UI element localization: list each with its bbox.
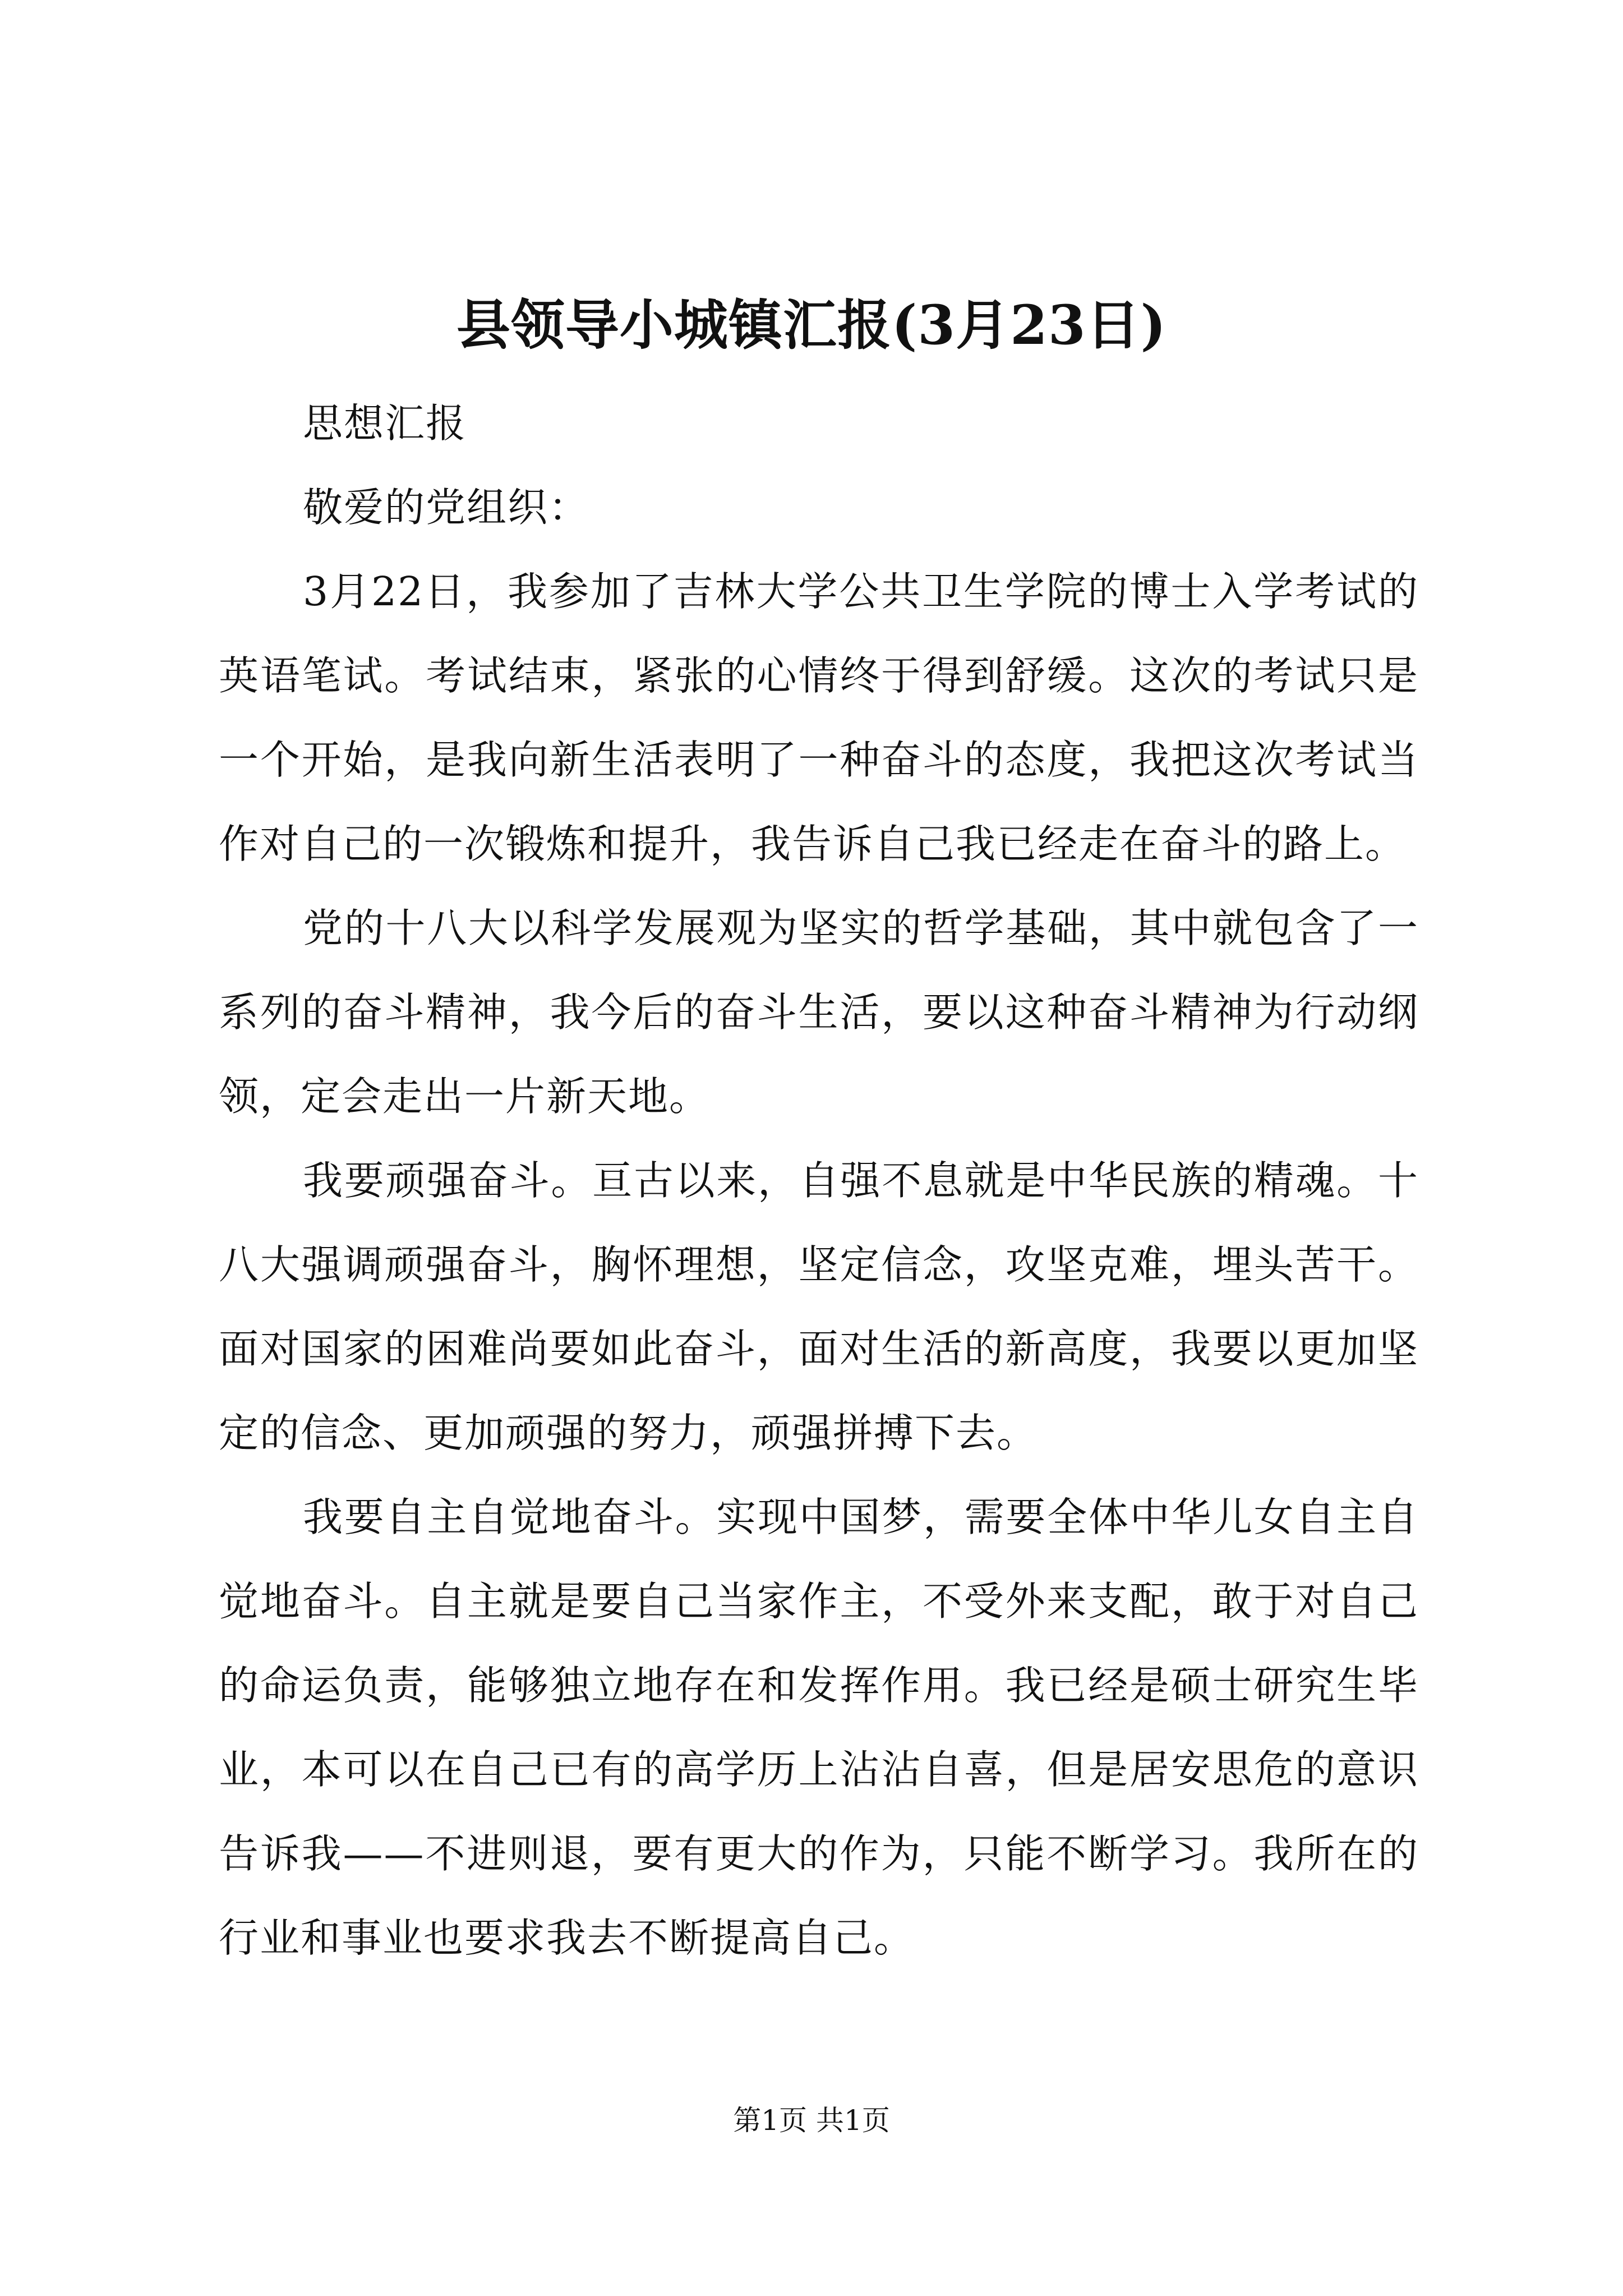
paragraph: 思想汇报: [303, 400, 467, 447]
paragraph: 我要顽强奋斗。亘古以来，自强不息就是中华民族的精魂。十八大强调顽强奋斗，胸怀理想，坚定信念，攻坚克难，埋头苦干。面对国家的困难尚要如此奋斗，面对生活的新高度，我要以更加坚定的信念、更加顽强的努力，顽强拼搏下去。: [219, 1157, 1419, 1456]
page-footer: 第1页 共1页: [733, 2104, 890, 2137]
document-body: [219, 381, 1419, 1980]
paragraph: 我要自主自觉地奋斗。实现中国梦，需要全体中华儿女自主自觉地奋斗。自主就是要自己当家作主，不受外来支配，敢于对自己的命运负责，能够独立地存在和发挥作用。我已经是硕士研究生毕业，本可以在自己已有的高学历上沾沾自喜，但是居安思危的意识告诉我——不进则退，要有更大的作为，只能不断学习。我所在的行业和事业也要求我去不断提高自己。: [219, 1494, 1419, 1961]
paragraph: 3月22日，我参加了吉林大学公共卫生学院的博士入学考试的英语笔试。考试结束，紧张的心情终于得到舒缓。这次的考试只是一个开始，是我向新生活表明了一种奋斗的态度，我把这次考试当作对自己的一次锻炼和提升，我告诉自己我已经走在奋斗的路上。: [219, 568, 1419, 867]
document-title: 县领导小城镇汇报(3月23日): [456, 293, 1167, 357]
paragraph: 敬爱的党组织：: [303, 484, 590, 531]
paragraph: 党的十八大以科学发展观为坚实的哲学基础，其中就包含了一系列的奋斗精神，我今后的奋斗生活，要以这种奋斗精神为行动纲领，定会走出一片新天地。: [219, 905, 1419, 1120]
